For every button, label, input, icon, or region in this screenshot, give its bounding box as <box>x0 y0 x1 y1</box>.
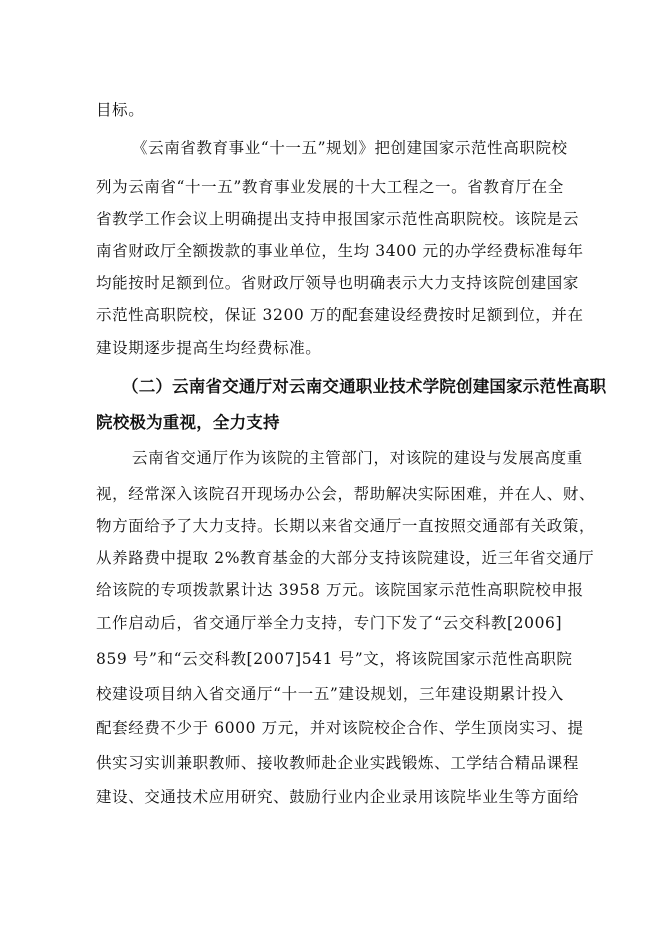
text-line: 给该院的专项拨款累计达 3958 万元。该院国家示范性高职院校申报 <box>96 581 584 599</box>
text-line: 省教学工作会议上明确提出支持申报国家示范性高职院校。该院是云 <box>96 210 580 228</box>
text-line: 列为云南省“十一五”教育事业发展的十大工程之一。省教育厅在全 <box>96 178 564 196</box>
text-line: 859 号”和“云交科教[2007]541 号”文，将该院国家示范性高职院 <box>96 650 573 668</box>
text-line: 视，经常深入该院召开现场办公会，帮助解决实际困难，并在人、财、 <box>96 485 596 503</box>
text-line: 目标。 <box>96 101 145 119</box>
text-line: 从养路费中提取 2%教育基金的大部分支持该院建设，近三年省交通厅 <box>96 549 595 567</box>
text-line: 均能按时足额到位。省财政厅领导也明确表示大力支持该院创建国家 <box>96 274 580 292</box>
text-line: 示范性高职院校，保证 3200 万的配套建设经费按时足额到位，并在 <box>96 306 584 324</box>
text-line: 建设、交通技术应用研究、鼓励行业内企业录用该院毕业生等方面给 <box>96 788 580 806</box>
text-line: 工作启动后，省交通厅举全力支持，专门下发了“云交科教[2006] <box>96 614 563 632</box>
text-line: 配套经费不少于 6000 万元，并对该院校企合作、学生顶岗实习、提 <box>96 719 584 737</box>
section-heading: 院校极为重视，全力支持 <box>96 413 280 432</box>
section-heading: （二）云南省交通厅对云南交通职业技术学院创建国家示范性高职 <box>122 377 607 396</box>
text-line: 建设期逐步提高生均经费标准。 <box>96 339 322 357</box>
text-line: 《云南省教育事业“十一五”规划》把创建国家示范性高职院校 <box>132 139 568 157</box>
text-line: 物方面给予了大力支持。长期以来省交通厅一直按照交通部有关政策， <box>96 517 596 535</box>
text-line: 供实习实训兼职教师、接收教师赴企业实践锻炼、工学结合精品课程 <box>96 754 580 772</box>
text-line: 南省财政厅全额拨款的事业单位，生均 3400 元的办学经费标准每年 <box>96 242 584 260</box>
text-line: 校建设项目纳入省交通厅“十一五”建设规划，三年建设期累计投入 <box>96 685 564 703</box>
text-line: 云南省交通厅作为该院的主管部门，对该院的建设与发展高度重 <box>132 449 583 467</box>
